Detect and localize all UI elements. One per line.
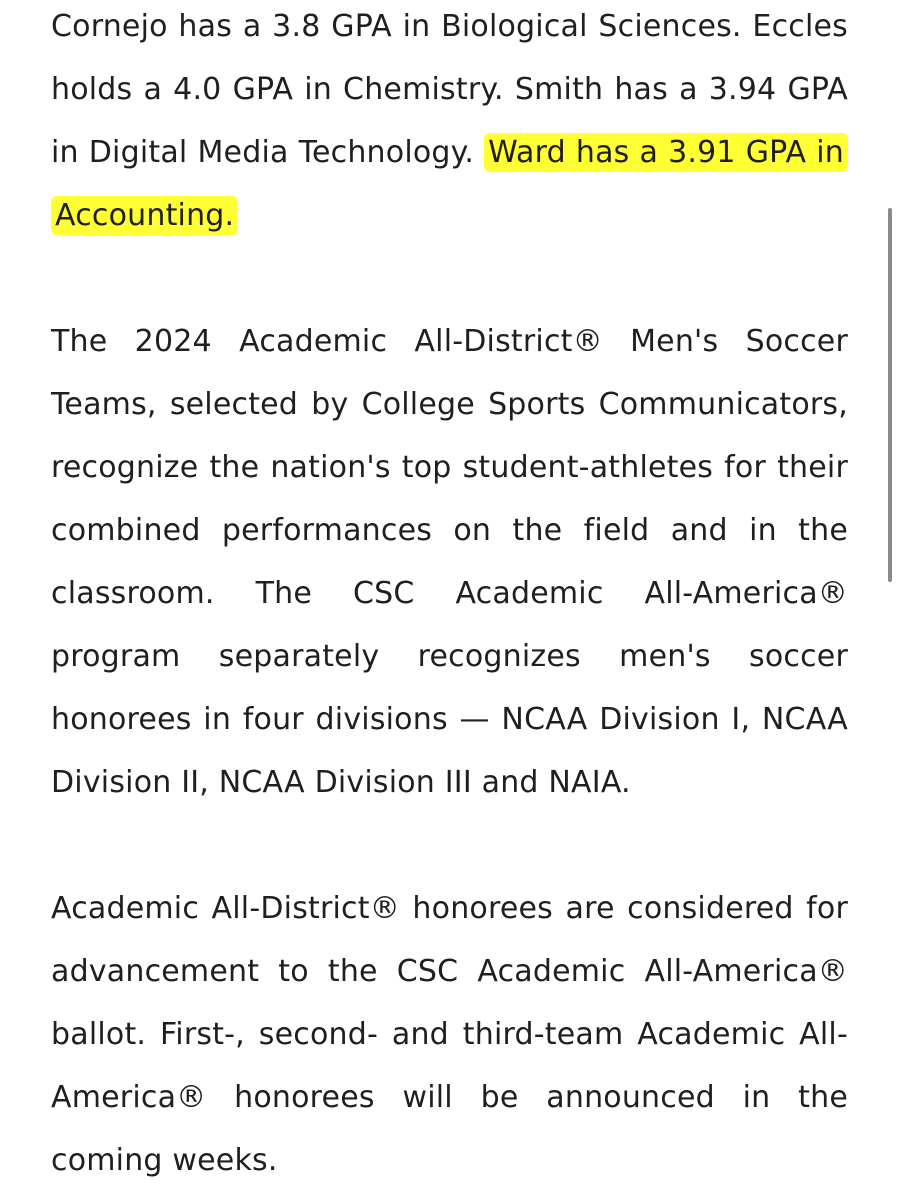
highlighted-text: Ward has a 3.91 GPA in Accounting. xyxy=(51,133,848,235)
article-body xyxy=(51,0,848,1192)
paragraph-all-district-teams: The 2024 Academic All-District® Men's Soccer Teams, selected by College Sports Communicators, recognize the nation's top student-athletes for their combined performances on the field and in the classroom. The CSC Academic All-America® program separately recognizes men's soccer honorees in four divisions — NCAA Division I, NCAA Division II, NCAA Division III and NAIA. xyxy=(51,324,848,800)
scrollbar-thumb[interactable] xyxy=(888,208,892,582)
gpa-text: Cornejo has a 3.8 GPA in Biological Sciences. Eccles holds a 4.0 GPA in Chemistry. Smith has a 3.94 GPA in Digital Media Technology. xyxy=(51,9,848,170)
paragraph-all-america-ballot: Academic All-District® honorees are considered for advancement to the CSC Academic All-America® ballot. First-, second- and third-team Academic All-America® honorees will be announced in the coming weeks. xyxy=(51,891,848,1178)
paragraph-gpa-list xyxy=(51,0,848,247)
